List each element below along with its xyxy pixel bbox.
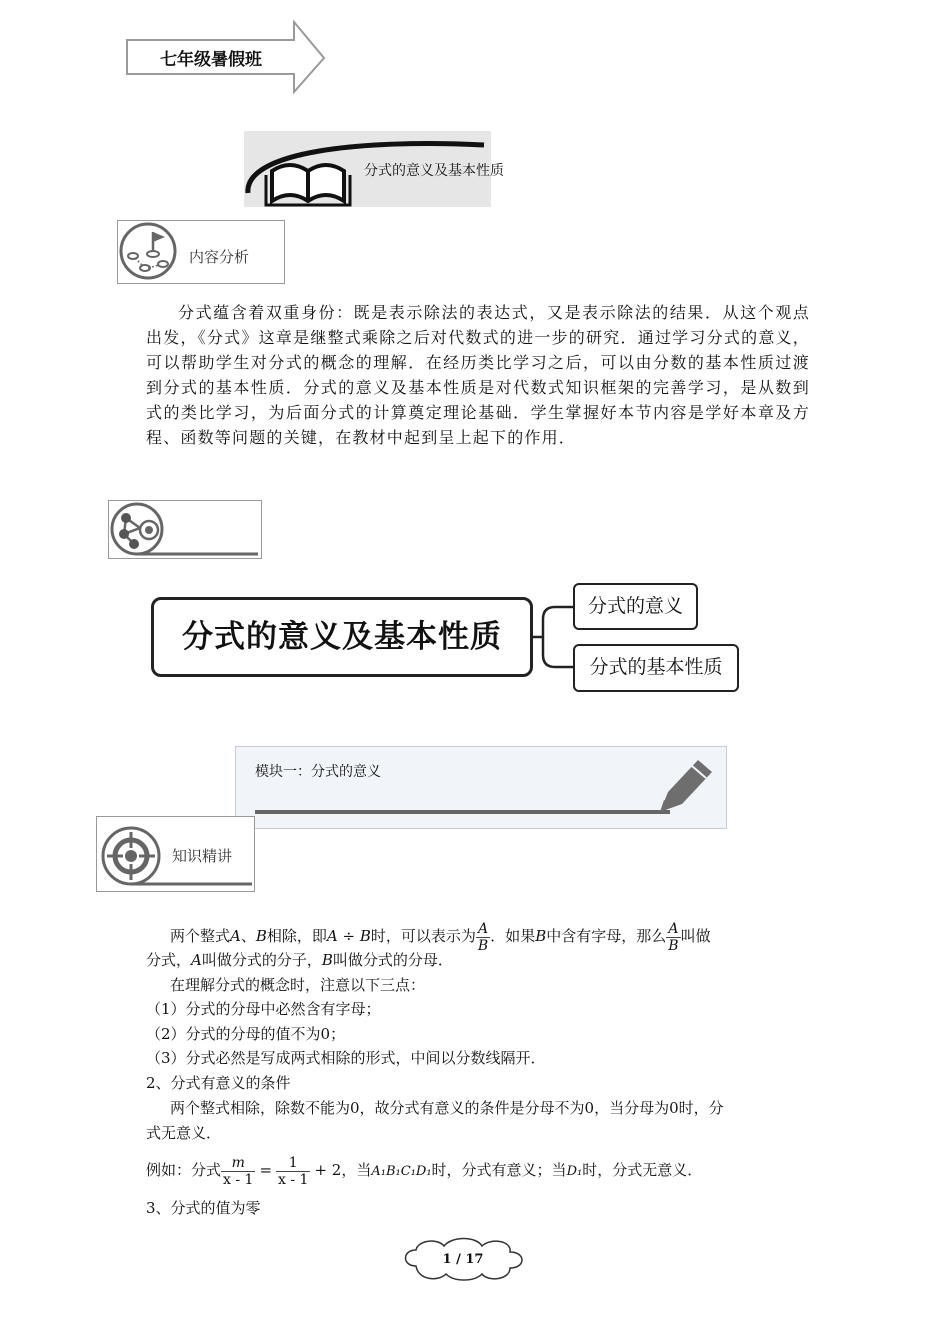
body-line-4: （1）分式的分母中必然含有字母；	[146, 1000, 381, 1018]
pencil-icon	[250, 752, 720, 818]
network-target-icon	[110, 502, 260, 556]
module-title: 模块一：分式的意义	[255, 764, 381, 780]
page-number: 1 / 17	[442, 1252, 484, 1267]
fraction-m-over-x-1: $\frac{m}{x - 1}$	[223, 1154, 254, 1188]
intro-paragraph	[146, 300, 810, 450]
body-line-5: （2）分式的分母的值不为0；	[146, 1025, 346, 1043]
body-line-7: 两个整式相除，除数不能为0，故分式有意义的条件是分母不为0，当分母为0时，分	[170, 1099, 724, 1117]
heading-3: 3、分式的值为零	[146, 1199, 261, 1217]
body-line-8: 式无意义．	[146, 1124, 222, 1142]
content-analysis-label: 内容分析	[189, 248, 250, 266]
mindmap-child-properties: 分式的基本性质	[573, 644, 739, 692]
body-line-1: 两个整式A、B相除，即A ÷ B时，可以表示为 $\frac{A}{B}$ ．如果B中含有字母，那么 $\frac{A}{B}$ 叫做	[170, 920, 711, 954]
body-line-3: 在理解分式的概念时，注意以下三点：	[170, 976, 426, 994]
body-line-2: 分式，A叫做分式的分子，B叫做分式的分母．	[146, 951, 453, 969]
section-title: 分式的意义及基本性质	[364, 163, 504, 179]
intro-text: 分式蕴含着双重身份：既是表示除法的表达式，又是表示除法的结果．从这个观点出发，《分式》这章是继整式乘除之后对代数式的进一步的研究．通过学习分式的意义，可以帮助学生对分式的概念的理解．在经历类比学习之后，可以由分数的基本性质过渡到分式的基本性质．分式的意义及基本性质是对代数式知识框架的完善学习，是从数到式的类比学习，为后面分式的计算奠定理论基础．学生掌握好本节内容是学好本章及方程、函数等问题的关键，在教材中起到呈上起下的作用．	[146, 303, 810, 447]
mindmap-connector	[533, 600, 577, 672]
banner-title: 七年级暑假班	[160, 50, 262, 70]
fraction-a-over-b-2: $\frac{A}{B}$	[668, 920, 679, 954]
mindmap-child-meaning: 分式的意义	[573, 583, 698, 630]
example-line: 例如：分式 $\frac{m}{x - 1}$ = $\frac{1}{x - 1}$ + 2，当A₁B₁C₁D₁时，分式有意义；当D₁时，分式无意义．	[146, 1154, 703, 1188]
knowledge-label: 知识精讲	[172, 847, 233, 865]
body-line-6: （3）分式必然是写成两式相除的形式，中间以分数线隔开．	[146, 1049, 546, 1067]
fraction-a-over-b: $\frac{A}{B}$	[477, 920, 489, 954]
mindmap-root: 分式的意义及基本性质	[151, 597, 533, 677]
heading-2: 2、分式有意义的条件	[146, 1074, 291, 1092]
fraction-1-over-x-1: $\frac{1}{x - 1}$	[278, 1154, 309, 1188]
target-flag-icon	[119, 222, 179, 280]
